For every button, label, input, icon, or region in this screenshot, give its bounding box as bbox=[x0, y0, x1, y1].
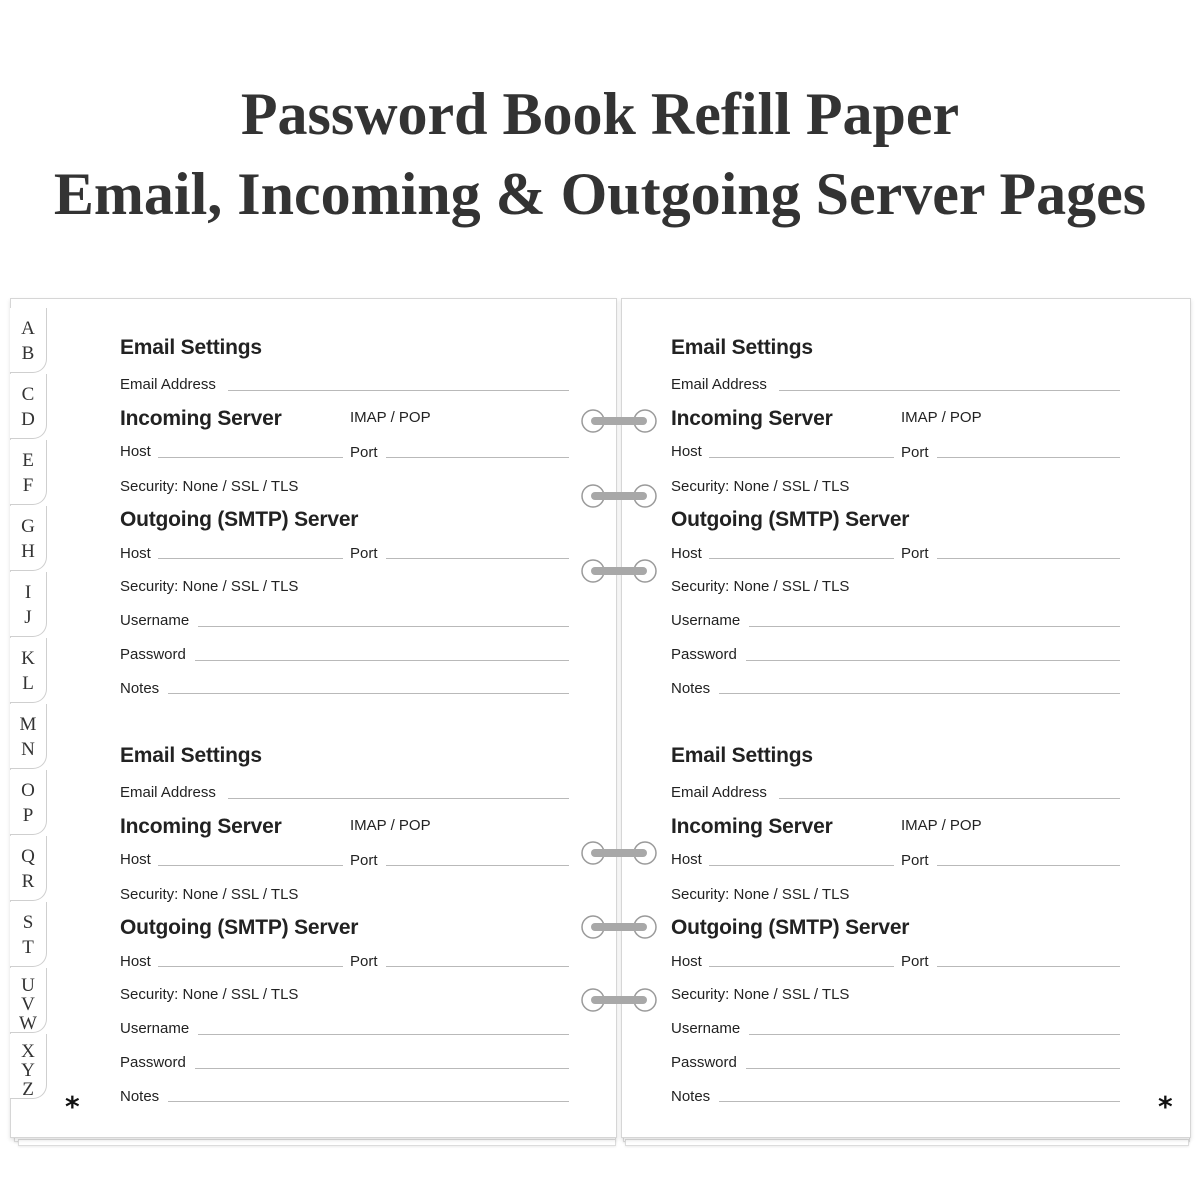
imap-pop-label: IMAP / POP bbox=[901, 409, 982, 426]
incoming-host-field[interactable] bbox=[158, 457, 343, 458]
outgoing-port-label: Port bbox=[901, 953, 929, 970]
notes-field[interactable] bbox=[168, 1101, 569, 1102]
page-stack-edge-left-2 bbox=[18, 1139, 616, 1146]
tab-letter: A bbox=[21, 318, 35, 339]
left-page bbox=[10, 298, 617, 1138]
notes-label: Notes bbox=[120, 680, 160, 697]
email-address-label: Email Address bbox=[671, 784, 767, 801]
incoming-port-field[interactable] bbox=[937, 457, 1120, 458]
page-title-line-1: Password Book Refill Paper bbox=[240, 81, 960, 147]
alphabet-tabs bbox=[10, 298, 48, 1140]
tab-letter: I bbox=[24, 582, 32, 603]
email-address-field[interactable] bbox=[779, 798, 1120, 799]
outgoing-port-field[interactable] bbox=[937, 966, 1120, 967]
imap-pop-label: IMAP / POP bbox=[350, 409, 431, 426]
tab-letter: Q bbox=[21, 846, 35, 867]
incoming-port-field[interactable] bbox=[386, 865, 569, 866]
outgoing-server-heading: Outgoing (SMTP) Server bbox=[671, 916, 910, 939]
incoming-server-heading: Incoming Server bbox=[671, 815, 833, 838]
incoming-port-label: Port bbox=[350, 852, 378, 869]
binder-ring bbox=[580, 987, 658, 1013]
password-label: Password bbox=[671, 1054, 737, 1071]
outgoing-host-field[interactable] bbox=[158, 558, 343, 559]
incoming-port-field[interactable] bbox=[937, 865, 1120, 866]
username-field[interactable] bbox=[198, 1034, 569, 1035]
notes-field[interactable] bbox=[719, 693, 1120, 694]
outgoing-port-field[interactable] bbox=[937, 558, 1120, 559]
tab-letter: B bbox=[21, 343, 35, 364]
tab-letter: D bbox=[21, 409, 35, 430]
username-field[interactable] bbox=[749, 1034, 1120, 1035]
tab-letter: L bbox=[22, 673, 34, 694]
email-address-label: Email Address bbox=[120, 784, 216, 801]
star-mark-right: * bbox=[1158, 1090, 1173, 1123]
incoming-server-heading: Incoming Server bbox=[120, 815, 282, 838]
incoming-security-label: Security: None / SSL / TLS bbox=[120, 478, 299, 495]
password-label: Password bbox=[120, 646, 186, 663]
incoming-host-field[interactable] bbox=[709, 865, 894, 866]
email-address-field[interactable] bbox=[228, 390, 569, 391]
password-label: Password bbox=[120, 1054, 186, 1071]
incoming-host-label: Host bbox=[120, 851, 151, 868]
tab-letter: O bbox=[21, 780, 35, 801]
imap-pop-label: IMAP / POP bbox=[901, 817, 982, 834]
incoming-host-label: Host bbox=[120, 443, 151, 460]
incoming-port-label: Port bbox=[901, 444, 929, 461]
incoming-port-label: Port bbox=[901, 852, 929, 869]
incoming-server-heading: Incoming Server bbox=[671, 407, 833, 430]
password-field[interactable] bbox=[195, 660, 569, 661]
outgoing-server-heading: Outgoing (SMTP) Server bbox=[120, 508, 359, 531]
tab-letter: U bbox=[21, 975, 35, 996]
notes-field[interactable] bbox=[168, 693, 569, 694]
incoming-security-label: Security: None / SSL / TLS bbox=[120, 886, 299, 903]
tab-letter: N bbox=[21, 739, 35, 760]
outgoing-port-label: Port bbox=[901, 545, 929, 562]
email-address-field[interactable] bbox=[779, 390, 1120, 391]
incoming-server-heading: Incoming Server bbox=[120, 407, 282, 430]
outgoing-server-heading: Outgoing (SMTP) Server bbox=[671, 508, 910, 531]
tab-letter: F bbox=[22, 475, 34, 496]
tab-letter: V bbox=[21, 994, 35, 1015]
outgoing-host-field[interactable] bbox=[709, 966, 894, 967]
outgoing-security-label: Security: None / SSL / TLS bbox=[671, 578, 850, 595]
outgoing-host-label: Host bbox=[120, 953, 151, 970]
notes-label: Notes bbox=[671, 1088, 711, 1105]
tab-letter: M bbox=[19, 714, 37, 735]
email-address-label: Email Address bbox=[120, 376, 216, 393]
incoming-port-label: Port bbox=[350, 444, 378, 461]
incoming-port-field[interactable] bbox=[386, 457, 569, 458]
tab-letter: W bbox=[19, 1013, 37, 1034]
incoming-security-label: Security: None / SSL / TLS bbox=[671, 478, 850, 495]
tab-letter: Y bbox=[21, 1060, 35, 1081]
tab-letter: E bbox=[22, 450, 34, 471]
page-title-line-2: Email, Incoming & Outgoing Server Pages bbox=[53, 161, 1147, 227]
incoming-host-field[interactable] bbox=[158, 865, 343, 866]
outgoing-host-label: Host bbox=[120, 545, 151, 562]
binder-ring bbox=[580, 840, 658, 866]
email-settings-heading: Email Settings bbox=[671, 336, 813, 359]
tab-letter: T bbox=[22, 937, 34, 958]
binder-ring bbox=[580, 408, 658, 434]
star-mark-left: * bbox=[65, 1090, 80, 1123]
outgoing-security-label: Security: None / SSL / TLS bbox=[671, 986, 850, 1003]
tab-letter: K bbox=[21, 648, 35, 669]
tab-letter: S bbox=[22, 912, 34, 933]
outgoing-security-label: Security: None / SSL / TLS bbox=[120, 578, 299, 595]
tab-letter: R bbox=[21, 871, 35, 892]
username-field[interactable] bbox=[198, 626, 569, 627]
username-label: Username bbox=[671, 1020, 741, 1037]
email-address-label: Email Address bbox=[671, 376, 767, 393]
password-field[interactable] bbox=[746, 1068, 1120, 1069]
email-settings-heading: Email Settings bbox=[120, 336, 262, 359]
binder-ring bbox=[580, 558, 658, 584]
tab-letter: Z bbox=[22, 1079, 34, 1100]
tab-letter: J bbox=[24, 607, 32, 628]
notes-label: Notes bbox=[671, 680, 711, 697]
tab-letter: P bbox=[22, 805, 34, 826]
outgoing-host-label: Host bbox=[671, 953, 702, 970]
imap-pop-label: IMAP / POP bbox=[350, 817, 431, 834]
outgoing-port-field[interactable] bbox=[386, 558, 569, 559]
page-stack-edge-right-2 bbox=[625, 1139, 1189, 1146]
outgoing-port-label: Port bbox=[350, 953, 378, 970]
outgoing-host-label: Host bbox=[671, 545, 702, 562]
incoming-host-label: Host bbox=[671, 443, 702, 460]
tab-letter: G bbox=[21, 516, 35, 537]
password-field[interactable] bbox=[195, 1068, 569, 1069]
outgoing-security-label: Security: None / SSL / TLS bbox=[120, 986, 299, 1003]
tab-letter: C bbox=[21, 384, 35, 405]
incoming-security-label: Security: None / SSL / TLS bbox=[671, 886, 850, 903]
tab-letter: H bbox=[21, 541, 35, 562]
email-settings-heading: Email Settings bbox=[120, 744, 262, 767]
email-settings-heading: Email Settings bbox=[671, 744, 813, 767]
username-label: Username bbox=[120, 612, 190, 629]
password-label: Password bbox=[671, 646, 737, 663]
email-address-field[interactable] bbox=[228, 798, 569, 799]
incoming-host-field[interactable] bbox=[709, 457, 894, 458]
binder-ring bbox=[580, 914, 658, 940]
outgoing-server-heading: Outgoing (SMTP) Server bbox=[120, 916, 359, 939]
username-label: Username bbox=[671, 612, 741, 629]
password-field[interactable] bbox=[746, 660, 1120, 661]
notes-label: Notes bbox=[120, 1088, 160, 1105]
binder-ring bbox=[580, 483, 658, 509]
tab-letter: X bbox=[21, 1041, 35, 1062]
outgoing-host-field[interactable] bbox=[158, 966, 343, 967]
incoming-host-label: Host bbox=[671, 851, 702, 868]
outgoing-host-field[interactable] bbox=[709, 558, 894, 559]
username-field[interactable] bbox=[749, 626, 1120, 627]
username-label: Username bbox=[120, 1020, 190, 1037]
outgoing-port-label: Port bbox=[350, 545, 378, 562]
notes-field[interactable] bbox=[719, 1101, 1120, 1102]
outgoing-port-field[interactable] bbox=[386, 966, 569, 967]
